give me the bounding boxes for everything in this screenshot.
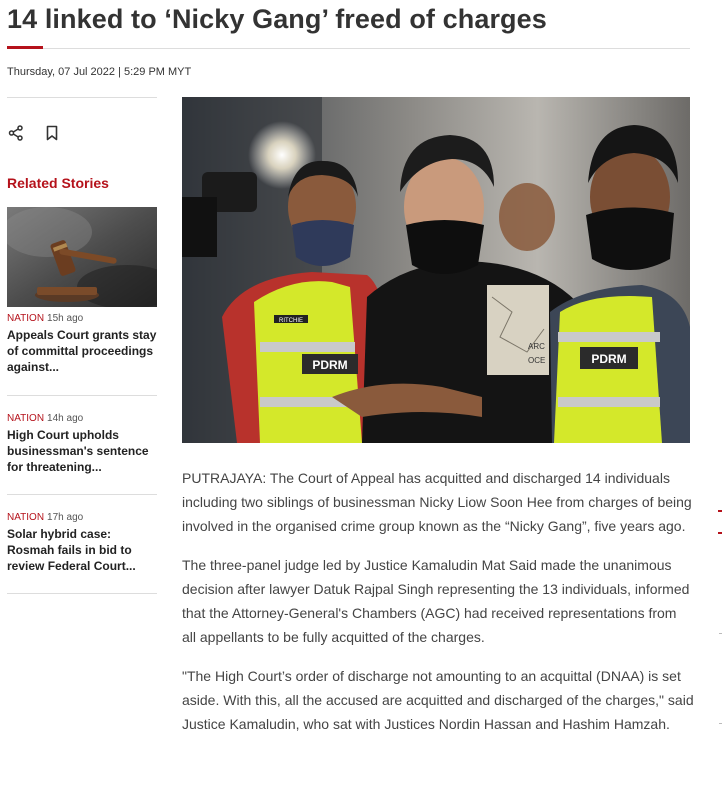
share-icon bbox=[8, 125, 24, 141]
related-story[interactable] bbox=[7, 207, 157, 375]
story-divider bbox=[7, 395, 157, 396]
article-paragraph: PUTRAJAYA: The Court of Appeal has acquitted and discharged 14 individuals including two siblings of businessman Nicky Liow Soon Hee from charges of being involved in the organised crime group known as the “Nicky Gang”, five years ago. bbox=[182, 470, 692, 534]
headline-accent-bar bbox=[7, 46, 43, 49]
name-tag: RITCHIE bbox=[279, 318, 303, 324]
related-stories-heading: Related Stories bbox=[7, 175, 109, 191]
article-photo bbox=[182, 97, 690, 443]
vest-label-left: PDRM bbox=[312, 358, 348, 372]
article-paragraph: "The High Court’s order of discharge not amounting to an acquittal (DNAA) is set aside. With this, all the accused are acquitted and discharged of the charges," said Justice Kamaludin, who sat with Justices Nordin Hassan and Hashim Hamzah. bbox=[182, 668, 694, 732]
share-button[interactable] bbox=[7, 124, 25, 142]
story-divider bbox=[7, 593, 157, 594]
story-category[interactable]: NATION bbox=[7, 512, 45, 523]
story-title-link[interactable]: High Court upholds businessman's sentence for threatening... bbox=[7, 428, 149, 474]
sidebar-divider bbox=[7, 97, 157, 98]
story-time: 17h ago bbox=[47, 512, 84, 523]
headline-divider bbox=[7, 48, 690, 49]
bookmark-button[interactable] bbox=[43, 124, 61, 142]
story-category[interactable]: NATION bbox=[7, 313, 45, 324]
story-category[interactable]: NATION bbox=[7, 413, 45, 424]
article-tools bbox=[7, 124, 61, 142]
article-headline: 14 linked to ‘Nicky Gang’ freed of charges bbox=[7, 4, 547, 34]
edge-accent bbox=[718, 510, 722, 512]
article-body bbox=[182, 466, 694, 751]
edge-accent bbox=[718, 532, 722, 534]
vest-label-right: PDRM bbox=[591, 352, 627, 366]
bookmark-icon bbox=[45, 125, 59, 141]
article-paragraph: The three-panel judge led by Justice Kamaludin Mat Said made the unanimous decision after lawyer Datuk Rajpal Singh representing the 13 individuals, informed that the Attorney-General's Chambers (AGC) had received representations from all appellants to be fully acquitted of the charges. bbox=[182, 557, 690, 645]
story-time: 14h ago bbox=[47, 413, 84, 424]
gavel-thumbnail bbox=[7, 207, 157, 307]
story-title-link[interactable]: Solar hybrid case: Rosmah fails in bid to review Federal Court... bbox=[7, 527, 136, 573]
story-divider bbox=[7, 494, 157, 495]
story-time: 15h ago bbox=[47, 313, 84, 324]
article-dateline: Thursday, 07 Jul 2022 | 5:29 PM MYT bbox=[7, 66, 192, 78]
related-story[interactable] bbox=[7, 512, 157, 574]
shirt-print-2: OCE bbox=[528, 356, 546, 365]
shirt-print-1: ARC bbox=[528, 342, 545, 351]
related-story[interactable] bbox=[7, 413, 157, 475]
story-title-link[interactable]: Appeals Court grants stay of committal proceedings against... bbox=[7, 328, 157, 374]
